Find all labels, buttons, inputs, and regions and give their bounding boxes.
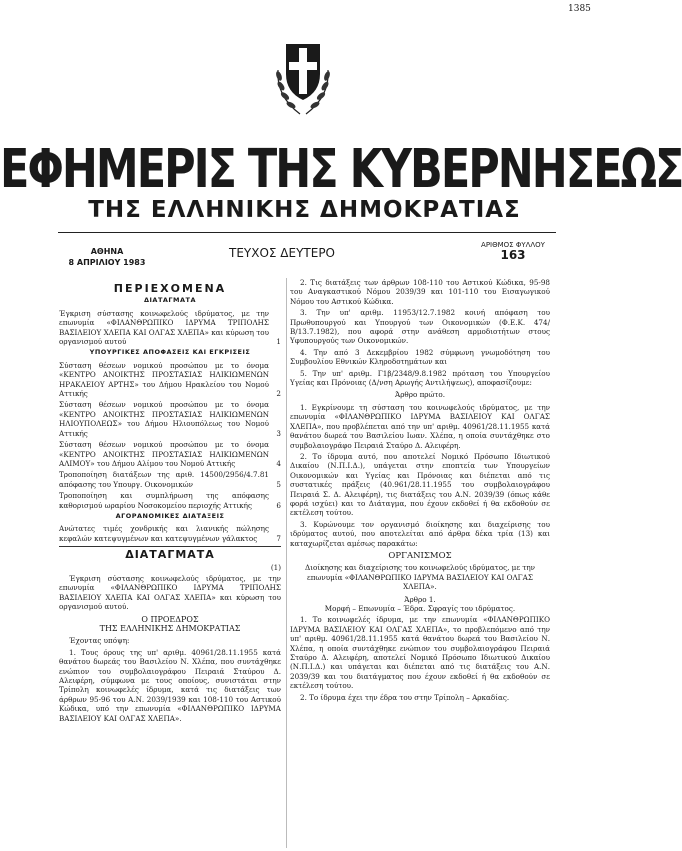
organization-heading: ΟΡΓΑΝΙΣΜΟΣ: [388, 550, 452, 561]
toc-entry-page: 4: [276, 458, 281, 468]
decrees-heading: ΔΙΑΤΑΓΜΑΤΑ: [125, 548, 215, 562]
toc-entry[interactable]: [59, 491, 281, 510]
paragraph: 4. Την από 3 Δεκεμβρίου 1982 σύμφωνη γνωμοδότηση του Συμβουλίου Εθνικών Κληροδοτημάτων και: [290, 347, 550, 367]
sheet-number-box: [468, 240, 558, 260]
left-column: [59, 282, 281, 725]
president-subheading: ΤΗΣ ΕΛΛΗΝΙΚΗΣ ΔΗΜΟΚΡΑΤΙΑΣ: [99, 624, 241, 633]
article-subheading: Μορφή – Επωνυμία – Έδρα. Σφραγίς του ιδρύματος.: [324, 604, 516, 613]
section-divider: [59, 546, 281, 547]
toc-entry-page: 6: [276, 500, 281, 510]
toc-entry[interactable]: [59, 470, 281, 489]
publication-date: 8 ΑΠΡΙΛΙΟΥ 1983: [68, 258, 146, 267]
toc-entry-text: Τροποποίηση διατάξεων της αριθ. 14500/2956/4.7.81 απόφασης του Υπουργ. Οικονομικών: [59, 470, 269, 489]
decree-number: (1): [270, 562, 281, 572]
toc-entry[interactable]: [59, 309, 281, 347]
paragraph: 3. Κυρώνουμε τον οργανισμό διοίκησης και διαχείρισης του ιδρύματος αυτού, που αποτελείται από άρθρα δέκα τρία (13) και καταχωρίζεται αμέσως παρακάτω:: [290, 519, 550, 548]
toc-entry-text: Τροποποίηση και συμπλήρωση της απόφασης καθορισμού ωραρίου Νοσοκομείου περιοχής Αττικής: [59, 491, 269, 510]
sheet-number-label: ΑΡΙΘΜΟΣ ΦΥΛΛΟΥ: [481, 241, 545, 249]
toc-entry-text: Σύσταση θέσεων νομικού προσώπου με το όνομα «ΚΕΝΤΡΟ ΑΝΟΙΚΤΗΣ ΠΡΟΣΤΑΣΙΑΣ ΗΛΙΚΙΩΜΕΝΩΝ ΗΡΑΚΛΕΙΟΥ ΑΡΤΗΣ» του Δήμου Ηρακλείου του Νομού Αττικής: [59, 360, 269, 399]
cross-shield-wreath-icon: [272, 30, 334, 120]
article-heading: Άρθρο 1.: [404, 594, 436, 604]
having-regard: Έχοντας υπόψη:: [69, 636, 130, 646]
market-subheading: ΑΓΟΡΑΝΟΜΙΚΕΣ ΔΙΑΤΑΞΕΙΣ: [115, 511, 225, 520]
decrees-subheading: ΔΙΑΤΑΓΜΑΤΑ: [143, 296, 197, 305]
contents-heading: ΠΕΡΙΕΧΟΜΕΝΑ: [113, 282, 227, 295]
paragraph: 1. Εγκρίνουμε τη σύσταση του κοινωφελούς ιδρύματος, με την επωνυμία «ΦΙΛΑΝΘΡΩΠΙΚΟ ΙΔΡΥΜΑ ΒΑΣΙΛΕΙΟΥ ΚΑΙ ΟΛΓΑΣ ΧΛΕΠΑ», που προβλέπεται από την υπ' αριθμ. 40961/28.11.1955 κατά θανάτου δωρεά του Βασιλείου Ιωαν. Χλέπα, η οποία συντάχθηκε στο συμβολαιογράφο Πειραιά Σταύρο Δ. Αλειφέρη.: [290, 402, 550, 450]
toc-entry-text: Ανώτατες τιμές χονδρικής και λιανικής πώλησης κεφαλών κατεψυγμένων και κατεψυγμένων γάλακτος: [59, 524, 269, 543]
toc-entry-text: Σύσταση θέσεων νομικού προσώπου με το όνομα «ΚΕΝΤΡΟ ΑΝΟΙΚΤΗΣ ΠΡΟΣΤΑΣΙΑΣ ΗΛΙΚΙΩΜΕΝΩΝ ΑΛΙΜΟΥ» του Δήμου Αλίμου του Νομού Αττικής: [59, 440, 269, 468]
toc-entry[interactable]: [59, 361, 281, 399]
toc-entry[interactable]: [59, 524, 281, 543]
toc-entry-page: 2: [276, 389, 281, 399]
toc-entry-page: 3: [276, 428, 281, 438]
page-number: 1385: [568, 4, 591, 14]
sheet-number: 163: [500, 248, 526, 262]
paragraph: 5. Την υπ' αριθμ. Γ1β/2348/9.8.1982 πρόταση του Υπουργείου Υγείας και Πρόνοιας (Δ/νση Αρωγής Αντιλήψεως), αποφασίζουμε:: [290, 368, 550, 388]
decree-title: Έγκριση σύστασης κοινωφελούς ιδρύματος, με την επωνυμία «ΦΙΛΑΝΘΡΩΠΙΚΟ ΙΔΡΥΜΑ ΤΡΙΠΟΛΗΣ ΒΑΣΙΛΕΙΟΥ ΧΛΕΠΑ ΚΑΙ ΟΛΓΑΣ ΧΛΕΠΑ» και κύρωση του οργανισμού αυτού.: [59, 573, 281, 612]
toc-entry[interactable]: [59, 440, 281, 468]
article-heading: Άρθρο πρώτο.: [395, 390, 445, 400]
column-divider: [286, 278, 287, 848]
right-column: [290, 278, 550, 704]
paragraph: 2. Το ίδρυμα αυτό, που αποτελεί Νομικό Πρόσωπο Ιδιωτικού Δικαίου (Ν.Π.Ι.Δ.), υπάγεται στην εποπτεία των Υπουργείων Οικονομικών και Υγείας και Πρόνοιας και διέπεται από τις συστατικές πράξεις (40.961/28.11.1955 του συμβολαιογράφου Πειραιά Σ. Δ. Αλειφέρη), τις διατάξεις του Α.Ν. 2039/39 (όπως κάθε φορά ισχύει) και το Διάταγμα, που έχουν εκδοθεί ή θα εκδοθούν σε εκτέλεση τούτου.: [290, 451, 550, 518]
toc-entry-text: Σύσταση θέσεων νομικού προσώπου με το όνομα «ΚΕΝΤΡΟ ΑΝΟΙΚΤΗΣ ΠΡΟΣΤΑΣΙΑΣ ΗΛΙΚΙΩΜΕΝΩΝ ΗΛΙΟΥΠΟΛΕΩΣ» του Δήμου Ηλιουπόλεως του Νομού Αττικής: [59, 400, 269, 438]
toc-entry-page: 1: [276, 337, 281, 347]
paragraph: 2. Τις διατάξεις των άρθρων 108-110 του Αστικού Κώδικα, 95-98 του Αναγκαστικού Νόμου 2039/39 και 101-110 του Εισαγωγικού Νόμου του Αστικού Κώδικα.: [290, 278, 550, 306]
paragraph: 1. Τους όρους της υπ' αριθμ. 40961/28.11.1955 κατά θανάτου δωρεάς του Βασιλείου Ν. Χλέπα, που συντάχθηκε ενώπιον του συμβολαιογράφου Πειραιά Σταύρου Δ. Αλειφέρη, σύμφωνα με τους οποίους, συνιστάται στην Τρίπολη κοινωφελές ίδρυμα, κατά τις διατάξεις των άρθρων 95-96 του Α.Ν. 2039/1939 και 108-110 του Αστικού Κώδικα, υπό την επωνυμία «ΦΙΛΑΝΘΡΩΠΙΚΟ ΙΔΡΥΜΑ ΒΑΣΙΛΕΙΟΥ ΚΑΙ ΟΛΓΑΣ ΧΛΕΠΑ».: [59, 647, 281, 723]
issue-label: ΤΕΥΧΟΣ ΔΕΥΤΕΡΟ: [228, 246, 336, 260]
publication-city: ΑΘΗΝΑ: [90, 247, 124, 256]
gazette-title: ΕΦΗΜΕΡΙΣ ΤΗΣ ΚΥΒΕΡΝΗΣΕΩΣ: [0, 138, 682, 201]
president-heading: Ο ΠΡΟΕΔΡΟΣ: [141, 614, 199, 624]
toc-entry-page: 5: [276, 479, 281, 489]
toc-entry[interactable]: [59, 400, 281, 438]
toc-entry-page: 7: [276, 533, 281, 543]
paragraph: 2. Το ίδρυμα έχει την έδρα του στην Τρίπολη – Αρκαδίας.: [300, 692, 510, 702]
publication-place-date: [58, 246, 156, 268]
paragraph: 1. Το κοινωφελές ίδρυμα, με την επωνυμία «ΦΙΛΑΝΘΡΩΠΙΚΟ ΙΔΡΥΜΑ ΒΑΣΙΛΕΙΟΥ ΚΑΙ ΟΛΓΑΣ ΧΛΕΠΑ», το προβλεπόμενο από την υπ' αριθμ. 40961/28.11.1955 κατά θανάτου δωρεά του Βασιλείου Ν. Χλέπα, η οποία συντάχθηκε ενώπιον του συμβολαιογράφου Πειραιά Σταύρο Δ. Αλειφέρη, αποτελεί Νομικό Πρόσωπο Ιδιωτικού Δικαίου (Ν.Π.Ι.Δ.) και υπάγεται και διέπεται από τις διατάξεις του Α.Ν. 2039/39 και του διατάγματος που έχουν εκδοθεί ή θα εκδοθούν σε εκτέλεση τούτου.: [290, 615, 550, 691]
paragraph: 3. Την υπ' αριθμ. 11953/12.7.1982 κοινή απόφαση του Πρωθυπουργού και Υπουργού των Οικονομικών (Φ.Ε.Κ. 474/Β/13.7.1982), που αφορά στην ανάθεση αρμοδιοτήτων στους Υφυπουργούς των Οικονομικών.: [290, 308, 550, 346]
gazette-subtitle: ΤΗΣ ΕΛΛΗΝΙΚΗΣ ΔΗΜΟΚΡΑΤΙΑΣ: [88, 197, 521, 223]
toc-entry-text: Έγκριση σύστασης κοινωφελούς ιδρύματος, με την επωνυμία «ΦΙΛΑΝΘΡΩΠΙΚΟ ΙΔΡΥΜΑ ΤΡΙΠΟΛΗΣ ΒΑΣΙΛΕΙΟΥ ΧΛΕΠΑ ΚΑΙ ΟΛΓΑΣ ΧΛΕΠΑ» και κύρωση του οργανισμού αυτού: [59, 308, 269, 347]
ministerial-subheading: ΥΠΟΥΡΓΙΚΕΣ ΑΠΟΦΑΣΕΙΣ ΚΑΙ ΕΓΚΡΙΣΕΙΣ: [89, 348, 251, 357]
organization-description: Διοίκησης και διαχείρισης του κοινωφελούς ιδρύματος, με την επωνυμία «ΦΙΛΑΝΘΡΩΠΙΚΟ ΙΔΡΥΜΑ ΒΑΣΙΛΕΙΟΥ ΚΑΙ ΟΛΓΑΣ ΧΛΕΠΑ».: [304, 563, 536, 592]
masthead-divider: [58, 232, 556, 233]
